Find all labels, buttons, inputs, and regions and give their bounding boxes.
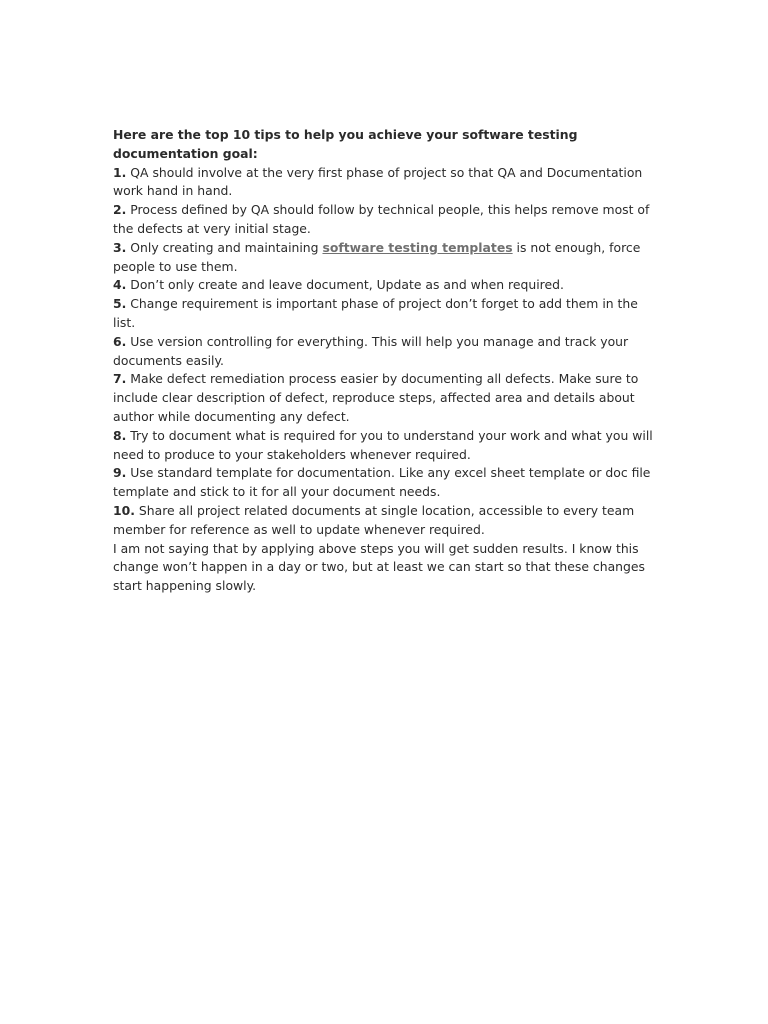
tip-number: 3. — [113, 239, 127, 255]
tips-list — [113, 164, 658, 540]
tip-text: Share all project related documents at single location, accessible to every team member for reference as well to update whenever required. — [113, 502, 635, 537]
tip-number: 10. — [113, 502, 135, 518]
tip-item-3 — [113, 239, 658, 277]
tip-text: Use standard template for documentation. Like any excel sheet template or doc file template and stick to it for all your document needs. — [113, 465, 651, 500]
tip-text: Change requirement is important phase of project don’t forget to add them in the list. — [113, 296, 638, 330]
tip-item-2 — [113, 201, 658, 239]
tip-number: 4. — [113, 277, 127, 293]
tip-text: Process defined by QA should follow by technical people, this helps remove most of the defects at very initial stage. — [113, 202, 650, 236]
tip-number: 8. — [113, 427, 127, 443]
tip-number: 9. — [113, 465, 127, 481]
tip-number: 1. — [113, 164, 127, 180]
tip-text: Only creating and maintaining — [126, 239, 323, 255]
tip-item-8 — [113, 427, 658, 465]
tip-text: Make defect remediation process easier by documenting all defects. Make sure to include clear description of defect, reproduce steps, affected area and details about author while documenting any defect. — [113, 371, 639, 424]
tip-item-6 — [113, 333, 658, 371]
software-testing-templates-link[interactable]: software testing templates — [322, 239, 513, 255]
document-body — [113, 126, 658, 596]
tip-number: 2. — [113, 202, 127, 218]
tip-item-4 — [113, 276, 658, 295]
tip-item-7 — [113, 370, 658, 426]
tip-number: 7. — [113, 371, 127, 387]
tip-text: Use version controlling for everything. This will help you manage and track your documents easily. — [113, 333, 629, 368]
tip-number: 6. — [113, 333, 127, 349]
tip-text: QA should involve at the very first phase of project so that QA and Documentation work hand in hand. — [113, 164, 643, 199]
document-heading: Here are the top 10 tips to help you achieve your software testing documentation goal: — [113, 127, 578, 161]
tip-text: Don’t only create and leave document, Update as and when required. — [126, 277, 564, 293]
tip-item-1 — [113, 164, 658, 202]
closing-paragraph: I am not saying that by applying above steps you will get sudden results. I know this change won’t happen in a day or two, but at least we can start so that these changes start happening slowly. — [113, 540, 645, 594]
tip-item-9 — [113, 464, 658, 502]
tip-item-10 — [113, 502, 658, 540]
tip-item-5 — [113, 295, 658, 333]
tip-number: 5. — [113, 296, 127, 312]
tip-text: is not enough, force people to use them. — [113, 239, 641, 274]
tip-text: Try to document what is required for you to understand your work and what you will need to produce to your stakeholders whenever required. — [113, 427, 653, 462]
